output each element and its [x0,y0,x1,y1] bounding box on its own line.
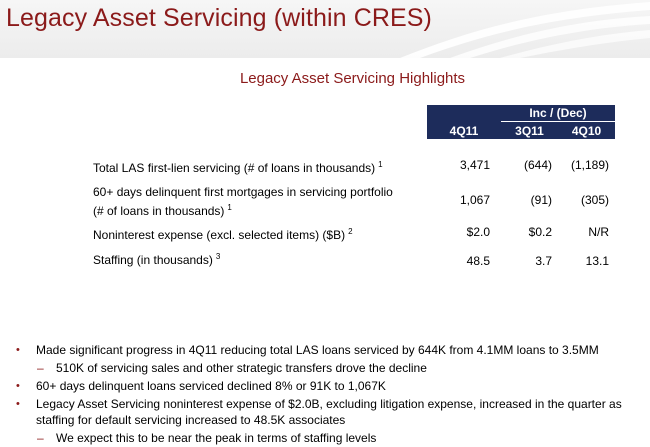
header-inc-dec: Inc / (Dec) [501,105,615,121]
footnote-marker: 1 [227,203,232,212]
cell-noninterest-3q11: $0.2 [528,225,552,239]
header-4q10: 4Q10 [558,122,615,139]
row-label-noninterest [93,224,353,243]
cell-first-lien-4q11: 3,471 [459,158,490,172]
header-4q11: 4Q11 [427,122,501,139]
cell-noninterest-4q11: $2.0 [466,225,490,239]
bullet-marker: • [16,344,20,356]
sub-bullet-marker: – [37,361,44,375]
cell-delinquent-3q11: (91) [530,193,552,207]
sub-bullet-item: We expect this to be near the peak in terms of staffing levels [56,431,377,445]
footnote-marker: 1 [378,160,383,169]
row-label-text: Noninterest expense (excl. selected items) ($B) [93,228,346,242]
cell-noninterest-4q10: N/R [588,225,609,239]
header-cell-blank [427,105,501,122]
bullet-item: Made significant progress in 4Q11 reducing total LAS loans serviced by 644K from 4.1MM loans to 3.5MM [36,343,599,357]
row-label-text: 60+ days delinquent first mortgages in servicing portfolio [93,185,393,199]
bullet-marker: • [16,398,20,410]
section-subtitle: Legacy Asset Servicing Highlights [239,70,466,87]
bullet-item: 60+ days delinquent loans serviced declined 8% or 91K to 1,067K [36,379,386,393]
row-label-text: Staffing (in thousands) [93,253,213,267]
bullet-line: Legacy Asset Servicing noninterest expense of $2.0B, excluding litigation expense, increased in the quarter as [36,397,622,411]
footnote-marker: 3 [215,252,221,261]
row-label-staffing [93,249,220,268]
cell-staffing-4q11: 48.5 [466,254,490,268]
bullet-marker: • [16,380,20,392]
row-label-delinquent [93,184,393,219]
bullet-item [36,396,641,428]
sub-bullet-marker: – [37,431,44,445]
header-3q11: 3Q11 [501,122,558,139]
row-label-text: Total LAS first-lien servicing (# of loans in thousands) [93,161,376,175]
page-title: Legacy Asset Servicing (within CRES) [6,4,432,32]
cell-first-lien-3q11: (644) [523,158,552,172]
cell-delinquent-4q11: 1,067 [459,193,490,207]
cell-staffing-3q11: 3.7 [535,254,552,268]
cell-staffing-4q10: 13.1 [585,254,609,268]
bullet-line: staffing for default servicing increased to 48.5K associates [36,413,346,427]
row-label-first-lien [93,157,383,176]
row-label-text: (# of loans in thousands) [93,204,225,218]
cell-first-lien-4q10: (1,189) [570,158,609,172]
sub-bullet-item: 510K of servicing sales and other strategic transfers drove the decline [56,361,427,375]
cell-delinquent-4q10: (305) [580,193,609,207]
footnote-marker: 2 [348,227,353,236]
